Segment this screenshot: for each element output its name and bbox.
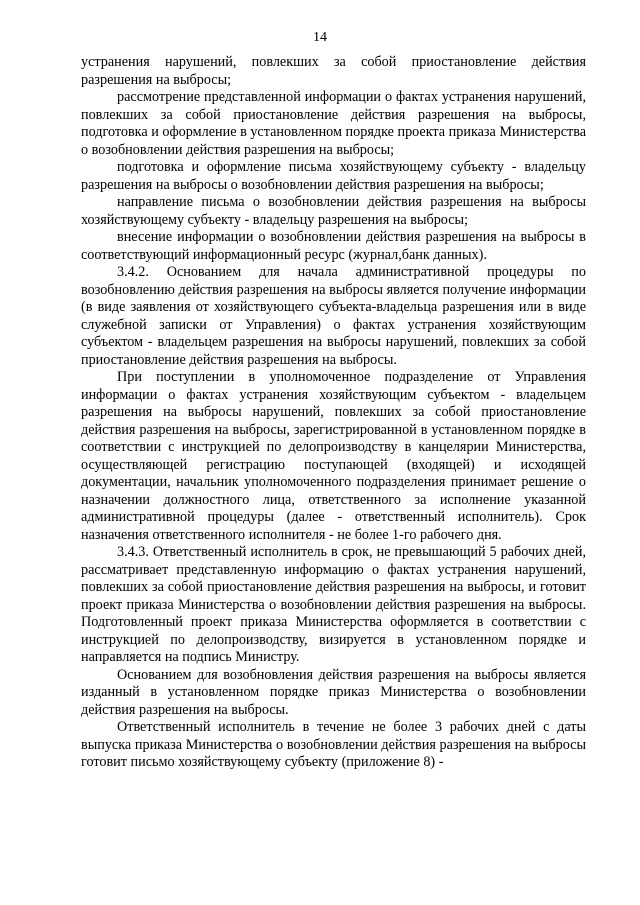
paragraph: Основанием для возобновления действия разрешения на выбросы является изданный в установленном порядке приказ Министерства о возобновлении действия разрешения на выбросы. <box>81 666 586 718</box>
paragraph: подготовка и оформление письма хозяйствующему субъекту - владельцу разрешения на выбросы о возобновлении действия разрешения на выбросы; <box>81 159 586 193</box>
paragraph: рассмотрение представленной информации о фактах устранения нарушений, повлекших за собой приостановление действия разрешения на выбросы, подготовка и оформление в установленном порядке проекта приказа Министерства о возобновлении действия разрешения на выбросы; <box>81 89 586 158</box>
paragraph: 3.4.3. Ответственный исполнитель в срок, не превышающий 5 рабочих дней, рассматривает представленную информацию о фактах устранения нарушений, повлекших за собой приостановление действия разрешения на выбросы, и готовит проект приказа Министерства о возобновлении действия разрешения на выбросы. Подготовленный проект приказа Министерства оформляется в соответствии с инструкцией по делопроизводству, визируется в установленном порядке и направляется на подпись Министру. <box>81 544 586 665</box>
page-number: 14 <box>313 30 327 45</box>
document-body <box>81 54 586 772</box>
paragraph: направление письма о возобновлении действия разрешения на выбросы хозяйствующему субъекту - владельцу разрешения на выбросы; <box>81 194 586 228</box>
paragraph: 3.4.2. Основанием для начала административной процедуры по возобновлению действия разрешения на выбросы является получение информации (в виде заявления от хозяйствующего субъекта-владельца разрешения или в виде служебной записки от Управления) о фактах устранения хозяйствующим субъектом - владельцем разрешения на выбросы нарушений, повлекших за собой приостановление действия разрешения на выбросы. <box>81 264 586 368</box>
paragraph: При поступлении в уполномоченное подразделение от Управления информации о фактах устранения хозяйствующим субъектом - владельцем разрешения на выбросы нарушений, повлекших за собой приостановление действия разрешения на выбросы, зарегистрированной в установленном порядке в соответствии с инструкцией по делопроизводству в канцелярии Министерства, осуществляющей регистрацию поступающей (входящей) и исходящей документации, начальник уполномоченного подразделения принимает решение о назначении должностного лица, ответственного за исполнение указанной административной процедуры (далее - ответственный исполнитель). Срок назначения ответственного исполнителя - не более 1-го рабочего дня. <box>81 369 586 543</box>
paragraph: устранения нарушений, повлекших за собой приостановление действия разрешения на выбросы; <box>81 54 586 88</box>
paragraph: внесение информации о возобновлении действия разрешения на выбросы в соответствующий информационный ресурс (журнал,банк данных). <box>81 229 586 263</box>
paragraph: Ответственный исполнитель в течение не более 3 рабочих дней с даты выпуска приказа Министерства о возобновлении действия разрешения на выбросы готовит письмо хозяйствующему субъекту (приложение 8) - <box>81 719 586 770</box>
